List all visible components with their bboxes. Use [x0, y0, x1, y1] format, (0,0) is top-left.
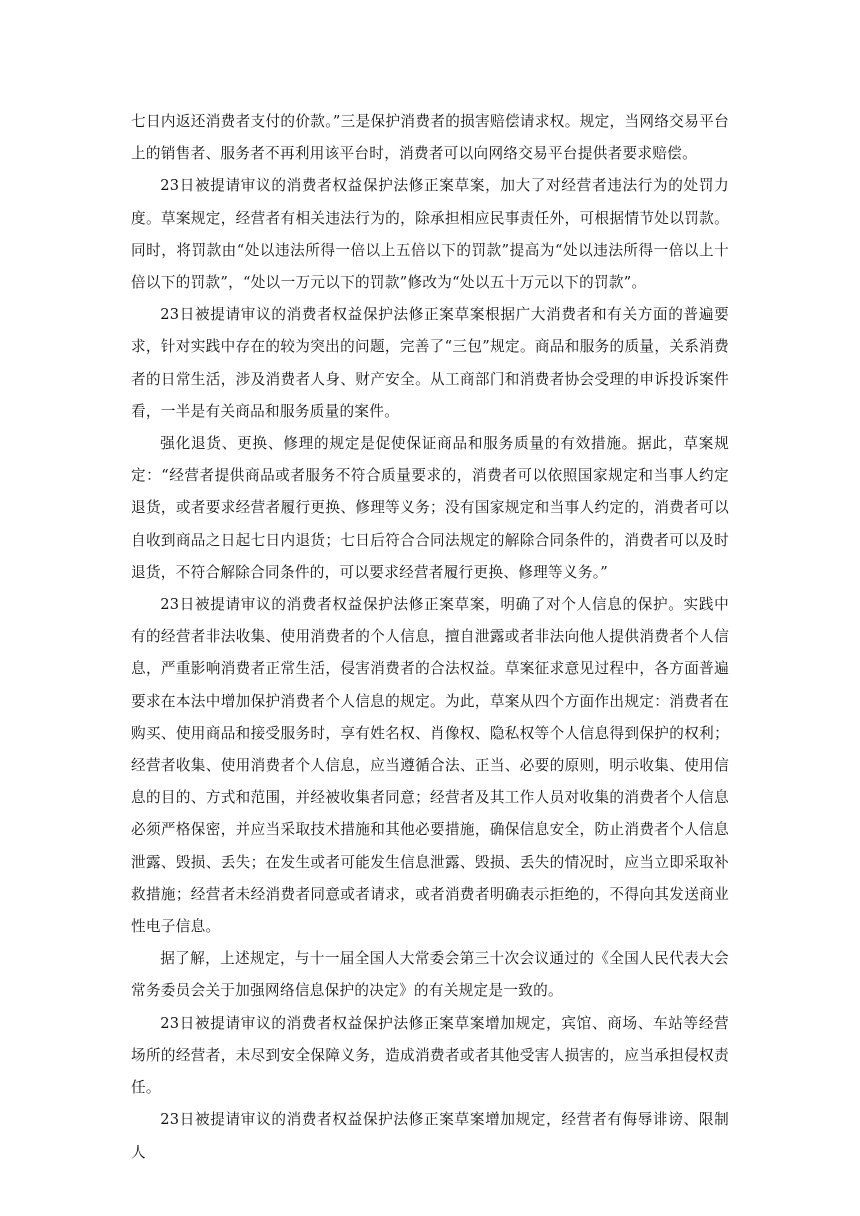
paragraph-2: 23日被提请审议的消费者权益保护法修正案草案，加大了对经营者违法行为的处罚力度。草案规定，经营者有相关违法行为的，除承担相应民事责任外，可根据情节处以罚款。同时，将罚款由“处以违法所得一倍以上五倍以下的罚款”提高为“处以违法所得一倍以上十倍以下的罚款”，“处以一万元以下的罚款”修改为“处以五十万元以下的罚款”。: [131, 177, 729, 292]
paragraph-6: 据了解，上述规定，与十一届全国人大常委会第三十次会议通过的《全国人民代表大会常务委员会关于加强网络信息保护的决定》的有关规定是一致的。: [131, 950, 729, 1000]
paragraph-5: 23日被提请审议的消费者权益保护法修正案草案，明确了对个人信息的保护。实践中有的经营者非法收集、使用消费者的个人信息，擅自泄露或者非法向他人提供消费者个人信息，严重影响消费者正常生活，侵害消费者的合法权益。草案征求意见过程中，各方面普遍要求在本法中增加保护消费者个人信息的规定。为此，草案从四个方面作出规定：消费者在购买、使用商品和接受服务时，享有姓名权、肖像权、隐私权等个人信息得到保护的权利；经营者收集、使用消费者个人信息，应当遵循合法、正当、必要的原则，明示收集、使用信息的目的、方式和范围，并经被收集者同意；经营者及其工作人员对收集的消费者个人信息必须严格保密，并应当采取技术措施和其他必要措施，确保信息安全，防止消费者个人信息泄露、毁损、丢失；在发生或者可能发生信息泄露、毁损、丢失的情况时，应当立即采取补救措施；经营者未经消费者同意或者请求，或者消费者明确表示拒绝的，不得向其发送商业性电子信息。: [131, 596, 729, 936]
paragraph-4: 强化退货、更换、修理的规定是促使保证商品和服务质量的有效措施。据此，草案规定：“经营者提供商品或者服务不符合质量要求的，消费者可以依照国家规定和当事人约定退货，或者要求经营者履行更换、修理等义务；没有国家规定和当事人约定的，消费者可以自收到商品之日起七日内退货；七日后符合合同法规定的解除合同条件的，消费者可以及时退货，不符合解除合同条件的，可以要求经营者履行更换、修理等义务。”: [131, 435, 729, 581]
paragraph-7: 23日被提请审议的消费者权益保护法修正案草案增加规定，宾馆、商场、车站等经营场所的经营者，未尽到安全保障义务，造成消费者或者其他受害人损害的，应当承担侵权责任。: [131, 1014, 729, 1097]
paragraph-8: 23日被提请审议的消费者权益保护法修正案草案增加规定，经营者有侮辱诽谤、限制人: [131, 1111, 729, 1161]
paragraph-1: 七日内返还消费者支付的价款。”三是保护消费者的损害赔偿请求权。规定，当网络交易平台上的销售者、服务者不再利用该平台时，消费者可以向网络交易平台提供者要求赔偿。: [131, 113, 729, 163]
paragraph-3: 23日被提请审议的消费者权益保护法修正案草案根据广大消费者和有关方面的普遍要求，针对实践中存在的较为突出的问题，完善了“三包”规定。商品和服务的质量，关系消费者的日常生活，涉及消费者人身、财产安全。从工商部门和消费者协会受理的申诉投诉案件看，一半是有关商品和服务质量的案件。: [131, 306, 729, 420]
document-body: [131, 106, 729, 1169]
